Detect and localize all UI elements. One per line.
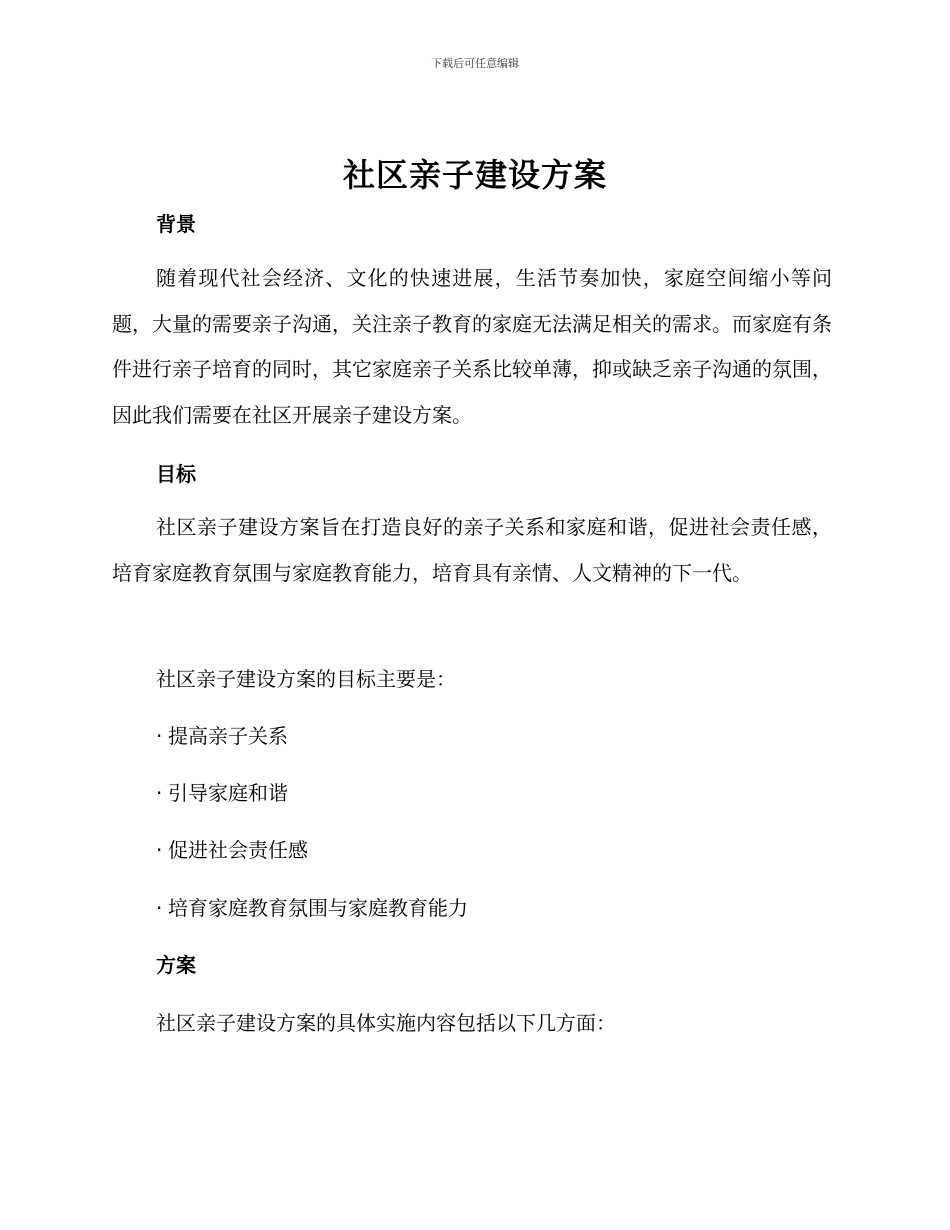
section-heading-plan: 方案 — [156, 953, 196, 977]
list-item-text: 提高亲子关系 — [168, 724, 288, 748]
document-title: 社区亲子建设方案 — [342, 156, 607, 194]
list-item-text: 促进社会责任感 — [168, 838, 308, 862]
bullet-icon: · — [156, 896, 163, 920]
page-header-note: 下载后可任意编辑 — [431, 57, 519, 70]
list-item-text: 培育家庭教育氛围与家庭教育能力 — [168, 896, 468, 920]
background-paragraph: 随着现代社会经济、文化的快速进展，生活节奏加快，家庭空间缩小等问题，大量的需要亲子沟通，关注亲子教育的家庭无法满足相关的需求。而家庭有条件进行亲子培育的同时，其它家庭亲子关系比较单薄，抑或缺乏亲子沟通的氛围，因此我们需要在社区开展亲子建设方案。 — [112, 266, 832, 427]
list-item — [156, 720, 288, 749]
bullet-icon: · — [156, 781, 163, 805]
list-item-text: 引导家庭和谐 — [168, 781, 288, 805]
list-item — [156, 834, 308, 863]
section-heading-background: 背景 — [156, 212, 196, 236]
bullet-icon: · — [156, 724, 163, 748]
section-heading-goal: 目标 — [156, 462, 196, 486]
list-item — [156, 892, 468, 921]
plan-intro: 社区亲子建设方案的具体实施内容包括以下几方面： — [156, 1011, 616, 1035]
list-item — [156, 777, 288, 806]
goal-intro: 社区亲子建设方案的目标主要是： — [156, 667, 456, 691]
bullet-icon: · — [156, 838, 163, 862]
goal-paragraph: 社区亲子建设方案旨在打造良好的亲子关系和家庭和谐，促进社会责任感，培育家庭教育氛围与家庭教育能力，培育具有亲情、人文精神的下一代。 — [112, 515, 832, 585]
